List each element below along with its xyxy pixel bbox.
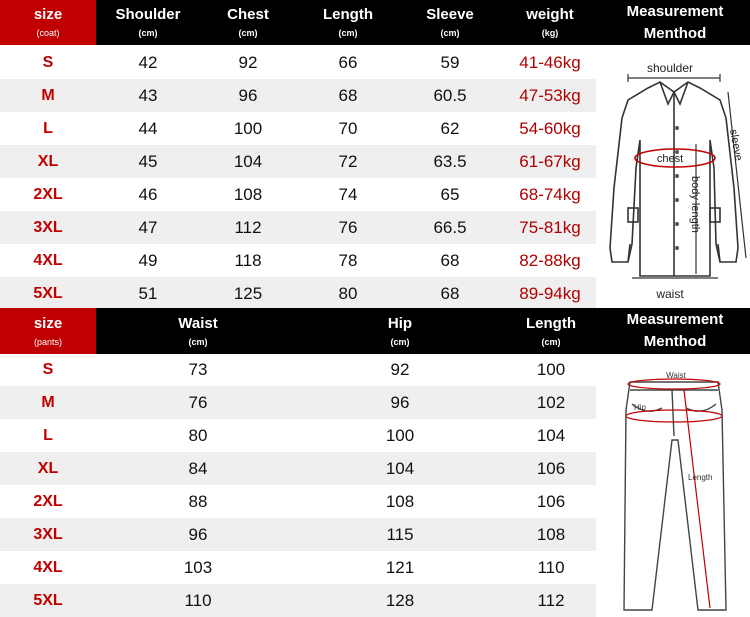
- value-cell: 65: [440, 185, 460, 204]
- coat-method-header: [600, 0, 750, 45]
- value-cell: 60.5: [433, 86, 467, 105]
- value-cell: 110: [537, 558, 565, 577]
- pants-size-sub: (pants): [33, 336, 62, 347]
- value-cell: 128: [385, 591, 415, 610]
- size-cell: XL: [37, 153, 59, 170]
- shirt-label-chest: chest: [656, 153, 684, 165]
- coat-col-unit: (cm): [138, 28, 158, 38]
- coat-section: [0, 0, 750, 308]
- weight-cell: 68-74kg: [519, 185, 581, 204]
- value-cell: 42: [138, 53, 158, 72]
- coat-col-unit: (cm): [440, 28, 460, 38]
- table-row: [0, 178, 596, 211]
- pants-col-unit: (cm): [541, 336, 561, 347]
- table-row: [0, 551, 596, 584]
- value-cell: 80: [188, 426, 208, 445]
- weight-cell: 61-67kg: [519, 152, 581, 171]
- size-cell: 4XL: [33, 559, 63, 576]
- value-cell: 110: [184, 591, 212, 610]
- value-cell: 68: [338, 86, 358, 105]
- size-cell: 2XL: [33, 493, 63, 510]
- pants-col-label: Waist: [178, 314, 218, 332]
- value-cell: 96: [390, 393, 410, 412]
- value-cell: 44: [138, 119, 158, 138]
- method-line1: Measurement: [626, 2, 724, 20]
- pants-section: [0, 308, 750, 616]
- size-cell: L: [43, 427, 53, 444]
- table-row: [0, 518, 596, 551]
- value-cell: 104: [233, 152, 263, 171]
- value-cell: 108: [233, 185, 263, 204]
- table-row: [0, 353, 596, 386]
- pants-size-header: [0, 308, 96, 354]
- pants-size-label: size: [33, 314, 63, 332]
- value-cell: 49: [138, 251, 158, 270]
- method-line2: Menthod: [643, 24, 707, 42]
- size-cell: M: [41, 394, 55, 411]
- coat-col-weight: [500, 0, 600, 45]
- value-cell: 72: [338, 152, 358, 171]
- table-row: [0, 244, 596, 277]
- table-row: [0, 79, 596, 112]
- table-row: [0, 277, 596, 310]
- pants-label-hip: Hip: [634, 403, 647, 412]
- pants-diagram: [612, 370, 738, 614]
- value-cell: 115: [386, 525, 414, 544]
- value-cell: 104: [536, 426, 566, 445]
- value-cell: 103: [183, 558, 213, 577]
- coat-col-label: Chest: [227, 6, 269, 23]
- coat-col-unit: (cm): [238, 28, 258, 38]
- value-cell: 100: [385, 426, 415, 445]
- value-cell: 47: [138, 218, 158, 237]
- value-cell: 73: [188, 360, 208, 379]
- value-cell: 106: [536, 459, 566, 478]
- table-row: [0, 112, 596, 145]
- coat-size-sub: (coat): [36, 28, 60, 38]
- value-cell: 112: [234, 218, 262, 237]
- value-cell: 92: [238, 53, 258, 72]
- pants-label-waist: Waist: [666, 371, 686, 380]
- value-cell: 68: [440, 251, 460, 270]
- value-cell: 46: [138, 185, 158, 204]
- coat-col-unit: (cm): [338, 28, 358, 38]
- pants-method-header: [600, 308, 750, 354]
- value-cell: 70: [338, 119, 358, 138]
- value-cell: 112: [537, 591, 565, 610]
- value-cell: 108: [385, 492, 415, 511]
- table-row: [0, 452, 596, 485]
- weight-cell: 54-60kg: [519, 119, 581, 138]
- size-cell: 5XL: [33, 285, 63, 302]
- coat-col-length: [296, 0, 400, 45]
- weight-cell: 75-81kg: [519, 218, 581, 237]
- coat-col-chest: [200, 0, 296, 45]
- value-cell: 68: [440, 284, 460, 303]
- coat-size-label: size: [33, 6, 63, 23]
- pants-col-waist: [148, 308, 248, 354]
- coat-col-label: weight: [526, 6, 574, 23]
- size-cell: S: [42, 361, 54, 378]
- value-cell: 59: [440, 53, 460, 72]
- value-cell: 84: [188, 459, 208, 478]
- pants-col-label: Hip: [387, 314, 413, 332]
- size-cell: XL: [37, 460, 59, 477]
- value-cell: 100: [536, 360, 566, 379]
- weight-cell: 82-88kg: [519, 251, 581, 270]
- weight-cell: 89-94kg: [519, 284, 581, 303]
- table-row: [0, 419, 596, 452]
- coat-col-label: Shoulder: [115, 6, 181, 23]
- value-cell: 63.5: [433, 152, 467, 171]
- pants-label-length: Length: [688, 473, 713, 482]
- pants-col-hip: [350, 308, 450, 354]
- size-cell: 2XL: [33, 186, 63, 203]
- shirt-label-body-length: body length: [689, 176, 701, 233]
- coat-col-unit: (kg): [541, 28, 559, 38]
- table-row: [0, 46, 596, 79]
- size-cell: 5XL: [33, 592, 63, 609]
- value-cell: 62: [440, 119, 460, 138]
- value-cell: 100: [233, 119, 263, 138]
- pants-col-unit: (cm): [188, 336, 208, 347]
- value-cell: 45: [138, 152, 158, 171]
- value-cell: 118: [234, 251, 262, 270]
- value-cell: 121: [385, 558, 415, 577]
- value-cell: 76: [338, 218, 358, 237]
- table-row: [0, 211, 596, 244]
- value-cell: 125: [233, 284, 263, 303]
- size-cell: S: [42, 54, 54, 71]
- size-cell: 3XL: [33, 219, 63, 236]
- size-cell: 3XL: [33, 526, 63, 543]
- size-cell: 4XL: [33, 252, 63, 269]
- shirt-label-shoulder: shoulder: [646, 61, 694, 75]
- value-cell: 106: [536, 492, 566, 511]
- value-cell: 92: [390, 360, 410, 379]
- value-cell: 78: [338, 251, 358, 270]
- value-cell: 66.5: [433, 218, 467, 237]
- value-cell: 80: [338, 284, 358, 303]
- coat-col-shoulder: [96, 0, 200, 45]
- weight-cell: 41-46kg: [519, 53, 581, 72]
- value-cell: 104: [385, 459, 415, 478]
- value-cell: 102: [536, 393, 566, 412]
- value-cell: 51: [138, 284, 158, 303]
- value-cell: 96: [188, 525, 208, 544]
- coat-col-label: Length: [323, 6, 373, 23]
- value-cell: 96: [238, 86, 258, 105]
- method-line1: Measurement: [626, 311, 724, 328]
- value-cell: 43: [138, 86, 158, 105]
- table-row: [0, 584, 596, 617]
- pants-col-label: Length: [526, 314, 576, 332]
- shirt-label-sleeve: sleeve: [727, 128, 745, 162]
- value-cell: 108: [536, 525, 566, 544]
- size-cell: L: [43, 120, 53, 137]
- shirt-label-waist: waist: [656, 287, 684, 301]
- table-row: [0, 485, 596, 518]
- coat-col-label: Sleeve: [426, 6, 474, 23]
- value-cell: 66: [338, 53, 358, 72]
- size-cell: M: [41, 87, 55, 104]
- pants-col-unit: (cm): [390, 336, 410, 347]
- method-line2: Menthod: [643, 333, 707, 350]
- value-cell: 76: [188, 393, 208, 412]
- table-row: [0, 386, 596, 419]
- coat-col-sleeve: [400, 0, 500, 45]
- weight-cell: 47-53kg: [519, 86, 581, 105]
- table-row: [0, 145, 596, 178]
- value-cell: 74: [338, 185, 358, 204]
- value-cell: 88: [188, 492, 208, 511]
- shirt-diagram: [598, 48, 750, 306]
- coat-size-header: [0, 0, 96, 45]
- pants-col-length: [500, 308, 602, 354]
